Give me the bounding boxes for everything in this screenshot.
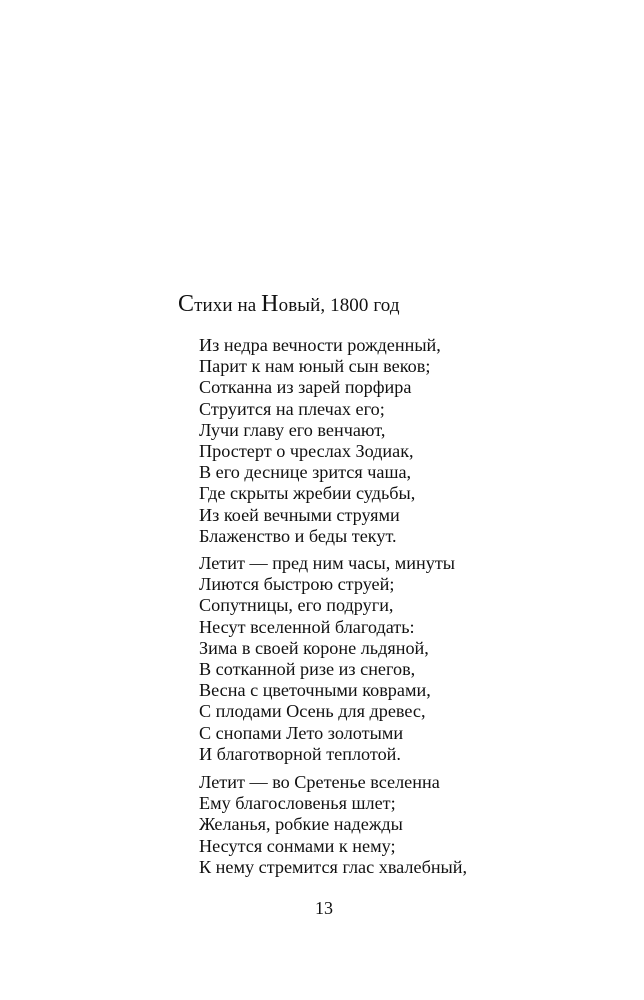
verse-line: К нему стремится глас хвалебный, bbox=[199, 856, 468, 877]
verse-line: Струится на плечах его; bbox=[199, 398, 385, 419]
verse-line: Где скрыты жребии судьбы, bbox=[199, 483, 416, 504]
stanza-1 bbox=[199, 335, 441, 547]
verse-line: Из коей вечными струями bbox=[199, 504, 400, 525]
verse-line: Летит — во Сретенье вселенна bbox=[199, 772, 440, 792]
title-initial-1: С bbox=[178, 291, 195, 317]
verse-line: Лиются быстрою струей; bbox=[199, 574, 395, 595]
title-smallcaps-1: тихи на bbox=[194, 295, 262, 316]
verse-line: В его деснице зрится чаша, bbox=[199, 462, 412, 483]
verse-line: Сотканна из зарей порфира bbox=[199, 377, 412, 398]
verse-line: И благотворной теплотой. bbox=[199, 743, 401, 764]
poem-title bbox=[178, 289, 400, 321]
verse-line: Из недра вечности рожденный, bbox=[199, 335, 441, 355]
title-smallcaps-2: овый, 1800 год bbox=[278, 295, 400, 316]
verse-line: С плодами Осень для древес, bbox=[199, 701, 426, 722]
page-number: 13 bbox=[315, 898, 333, 918]
verse-line: Желанья, робкие надежды bbox=[199, 814, 403, 835]
verse-line: Зима в своей короне льдяной, bbox=[199, 637, 429, 658]
verse-line: Блаженство и беды текут. bbox=[199, 525, 397, 546]
verse-line: Простерт о чреслах Зодиак, bbox=[199, 441, 414, 462]
verse-line: Сопутницы, его подруги, bbox=[199, 595, 394, 616]
verse-line: Ему благословенья шлет; bbox=[199, 793, 396, 814]
verse-line: В сотканной ризе из снегов, bbox=[199, 659, 416, 680]
verse-line: Несут вселенной благодать: bbox=[199, 616, 415, 637]
verse-line: Лучи главу его венчают, bbox=[199, 419, 386, 440]
verse-line: Весна с цветочными коврами, bbox=[199, 680, 431, 701]
verse-line: С снопами Лето золотыми bbox=[199, 722, 404, 743]
stanza-3 bbox=[199, 772, 467, 878]
verse-line: Парит к нам юный сын веков; bbox=[199, 356, 431, 377]
stanza-2 bbox=[199, 553, 455, 765]
title-initial-2: Н bbox=[261, 291, 279, 317]
verse-line: Летит — пред ним часы, минуты bbox=[199, 553, 456, 573]
verse-line: Несутся сонмами к нему; bbox=[199, 835, 396, 856]
